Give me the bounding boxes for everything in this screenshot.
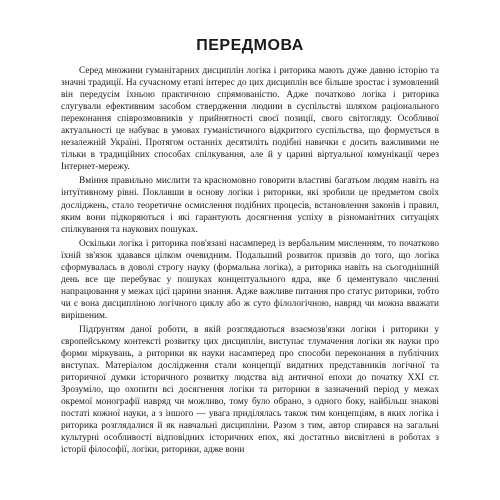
paragraph-1: Серед множини гуманітарних дисциплін логіка і риторика мають дуже давню історію та значні традиції. На сучасному етапі інтерес до цих дисциплін все більше зростає і зумовлений він передусім їхньою практичною спрямованістю. Адже початково логіка і риторика слугували ефективним засобом ствердження людини в суспільстві шляхом раціонального переконання співрозмовників у прийнятності своєї позиції, свого світогляду. Особливої актуальності це набуває в умовах гуманістичного відкритого суспільства, що формується в незалежній Україні. Протягом останніх десятиліть подібні навички є досить важливими не тільки в традиційних способах спілкування, але й у царині віртуальної комунікації через Інтернет-мережу. [61, 66, 439, 173]
page-title: ПЕРЕДМОВА [196, 37, 304, 54]
paragraph-3: Оскільки логіка і риторика пов'язані насамперед із вербальним мисленням, то початково їхній зв'язок здавався цілком очевидним. Подальший розвиток призвів до того, що логіка сформувалась в доволі строгу науку (формальна логіка), а риторика навіть на сьогоднішній день все ще перебуває у пошуках концептуального ядра, яке б цементувало численні напрацювання у межах цієї царини знання. Адже важливе питання про статус риторики, тобто чи є вона дисципліною логічного циклу або ж суто філологічною, навряд чи можна вважати вирішеним. [61, 238, 439, 321]
paragraph-4: Підґрунтям даної роботи, в якій розглядаються взаємозв'язки логіки і риторики у європейському контексті розвитку цих дисциплін, виступає тлумачення логіки як науки про форми міркувань, а риторики як науки насамперед про способи переконання в публічних виступах. Матеріалом дослідження стали концепції видатних представників логічної та риторичної думки історичного розвитку людства від античної епохи до початку XXI ст. Зрозуміло, що охопити всі досягнення логіки та риторики в зазначений період у межах окремої монографії навряд чи можливо, тому було обрано, з одного боку, найбільш знакові постаті кожної науки, а з іншого — увага приділялась також тим концепціям, в яких логіка і риторика розглядалися й як навчальні дисципліни. Разом з тим, автор спирався на загальні культурні особливості відповідних історичних епох, які достатньо висвітлені в роботах з історії філософії, логіки, риторики, адже вони [61, 324, 439, 456]
paragraph-2: Вміння правильно мислити та красномовно говорити властиві багатьом людям навіть на інтуїтивному рівні. Поклавши в основу логіки і риторики, які зробили це предметом своїх досліджень, стало теоретичне осмислення подібних процесів, встановлення законів і правил, яким вони підкоряються і які гарантують досягнення успіху в різноманітних ситуаціях спілкування та наукових пошуках. [61, 176, 439, 235]
